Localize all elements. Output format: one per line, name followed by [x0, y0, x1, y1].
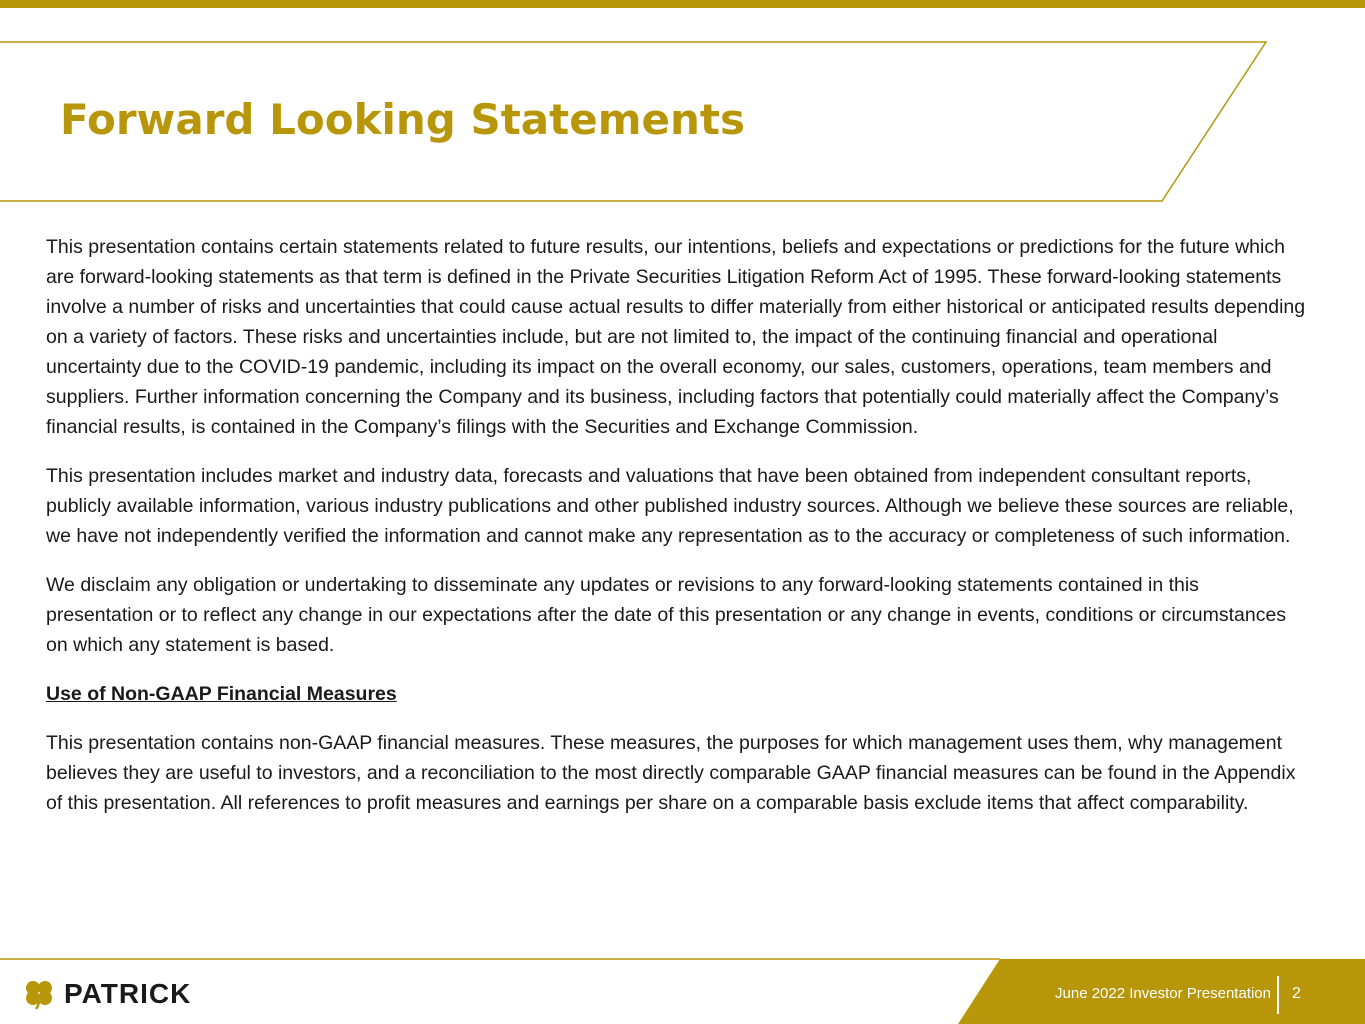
- patrick-logo: [22, 978, 191, 1010]
- slide-body: [46, 232, 1308, 837]
- paragraph-disclaimer: We disclaim any obligation or undertaking to disseminate any updates or revisions to any forward-looking statements contained in this presentation or to reflect any change in our expectations after the date of this presentation or any change in events, conditions or circumstances on which any statement is based.: [46, 574, 1287, 656]
- section-heading-non-gaap: Use of Non-GAAP Financial Measures: [46, 683, 397, 705]
- clover-icon: [22, 978, 56, 1010]
- paragraph-market-data: This presentation includes market and industry data, forecasts and valuations that have been obtained from independent consultant reports, publicly available information, various industry publications and other published industry sources. Although we believe these sources are reliable, we have not independently verified the information and cannot make any representation as to the accuracy or completeness of such information.: [46, 465, 1294, 547]
- logo-text: PATRICK: [64, 978, 192, 1009]
- presentation-label: June 2022 Investor Presentation: [1055, 985, 1271, 1002]
- page-title: Forward Looking Statements: [60, 95, 745, 144]
- paragraph-non-gaap: This presentation contains non-GAAP financial measures. These measures, the purposes for which management uses them, why management believes they are useful to investors, and a reconciliation to the most directly comparable GAAP financial measures can be found in the Appendix of this presentation. All references to profit measures and earnings per share on a comparable basis exclude items that affect comparability.: [46, 732, 1296, 814]
- paragraph-forward-looking: This presentation contains certain statements related to future results, our intentions, beliefs and expectations or predictions for the future which are forward-looking statements as that term is defined in the Private Securities Litigation Reform Act of 1995. These forward-looking statements involve a number of risks and uncertainties that could cause actual results to differ materially from either historical or anticipated results depending on a variety of factors. These risks and uncertainties include, but are not limited to, the impact of the continuing financial and operational uncertainty due to the COVID-19 pandemic, including its impact on the overall economy, our sales, customers, operations, team members and suppliers. Further information concerning the Company and its business, including factors that potentially could materially affect the Company’s financial results, is contained in the Company’s filings with the Securities and Exchange Commission.: [46, 236, 1306, 438]
- footer-divider: [1277, 976, 1279, 1014]
- page-number: 2: [1292, 985, 1301, 1002]
